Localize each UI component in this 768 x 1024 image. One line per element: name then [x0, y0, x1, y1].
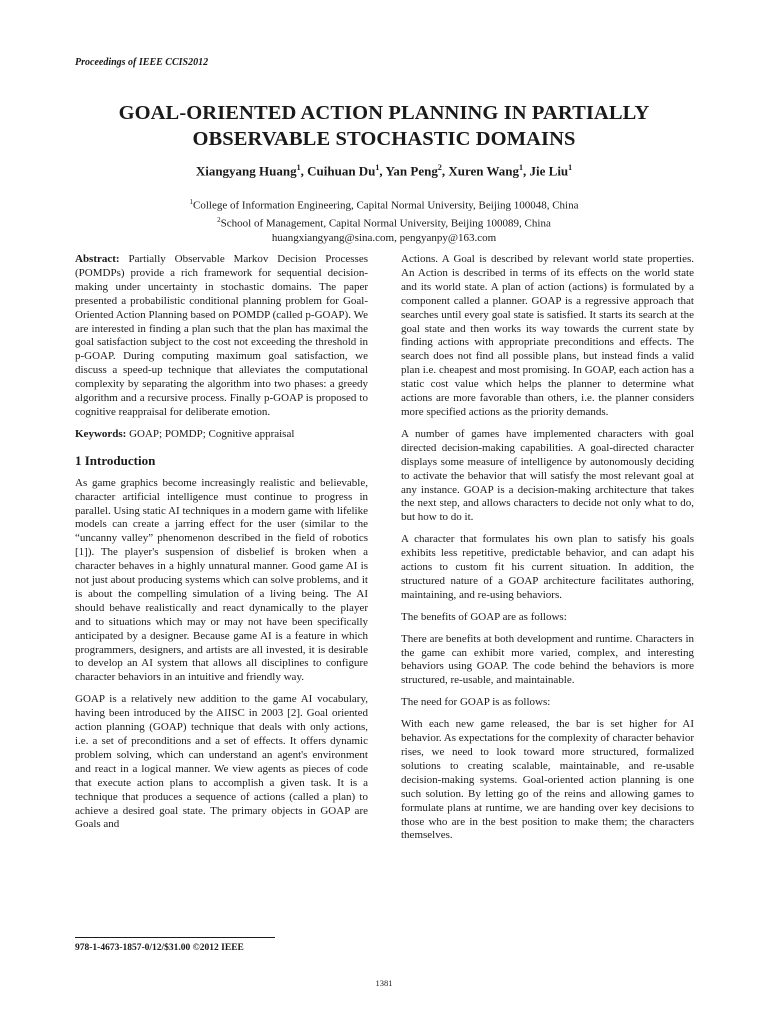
author-name: Xuren Wang: [448, 163, 520, 179]
author-name: Yan Peng: [385, 163, 438, 179]
author-name: Jie Liu: [529, 163, 569, 179]
abstract: [75, 253, 368, 420]
affiliations: [60, 195, 708, 246]
body-paragraph: The benefits of GOAP are as follows:: [401, 610, 567, 623]
author-name: Xiangyang Huang: [195, 163, 297, 179]
body-paragraph: A number of games have implemented characters with goal directed decision-making capabilities. A goal-directed character displays some measure of intelligence by autonomously deciding to activate the behavior that will satisfy the most relevant goal at any instance. GOAP is a decision-making architecture that takes the next step, and allows characters to decide not only what to do, but how to do it.: [401, 427, 694, 524]
keywords: [75, 428, 368, 442]
author-list: Xiangyang Huang$^1$, Cuihuan Du$^1$, Yan Peng$^2$, Xuren Wang$^1$, Jie Liu$^1$: [195, 163, 573, 179]
affiliation-1: [60, 195, 708, 213]
author-emails: huangxiangyang@sina.com, pengyanpy@163.com: [271, 232, 497, 245]
keywords-label: Keywords:: [75, 427, 127, 440]
page-number: 1381: [375, 978, 393, 988]
affiliation-text: College of Information Engineering, Capital Normal University, Beijing 100048, China: [193, 199, 579, 212]
affiliation-text: School of Management, Capital Normal University, Beijing 100089, China: [220, 217, 551, 230]
abstract-label: Abstract:: [75, 253, 120, 265]
author-affiliation-mark: 1: [519, 163, 524, 172]
author-affiliation-mark: 1: [568, 163, 573, 172]
affiliation-mark: 1: [189, 198, 194, 206]
author-affiliation-mark: 1: [296, 163, 301, 172]
body-paragraph: As game graphics become increasingly realistic and believable, character artificial intelligence must continue to progress in parallel. Using static AI techniques in a modern game with lifelike models can create a jarring effect for the user (similar to the “uncanny valley” phenomenon described in the field of robotics [1]). The player's suspension of disbelief is broken when a character behaves in a highly unnatural manner. Good game AI is not just about producing systems which can solve problems, and it is about the compelling simulation of a living being. The AI should behave realistically and react dynamically to the player and to situations which may or may not have been specifically anticipated by a designer. Because game AI is a feature in which programmers, designers, and artists are all invested, it is desirable to develop an AI system that allows all disciplines to configure character behaviors in an intuitive and friendly way.: [75, 476, 368, 684]
body-paragraph: A character that formulates his own plan to satisfy his goals exhibits less repetitive, predictable behavior, and can adapt his actions to custom fit his current situation. In addition, the structured nature of a GOAP architecture facilitates authoring, maintaining, and re-using behaviors.: [401, 533, 694, 601]
author-name: Cuihuan Du: [307, 163, 376, 179]
copyright-notice: 978-1-4673-1857-0/12/$31.00 ©2012 IEEE: [75, 943, 244, 953]
abstract-text: Partially Observable Markov Decision Processes (POMDPs) provide a rich framework for sequential decision-making under uncertainty in stochastic domains. The paper presented a probabilistic conditional planning problem for Goal-Oriented Action Planning based on POMDP (called p-GOAP). We are interested in finding a plan such that the plan has maximal the goal satisfaction subject to the cost not exceeding the threshold in p-GOAP. During computing maximum goal satisfaction, we discuss a speed-up technique that alleviates the computational complexity by separating the algorithm into two phases: a greedy algorithm and a recursive process. Finally p-GOAP is proposed to cognitive reappraisal for deliberate emotion.: [75, 253, 369, 418]
affiliation-mark: 2: [217, 216, 221, 225]
paper-title: [60, 100, 708, 152]
body-paragraph: GOAP is a relatively new addition to the game AI vocabulary, having been introduced by the AIISC in 2003 [2]. Goal oriented action planning (GOAP) technique that deals with only actions, i.e. a set of preconditions and a set of effects. It offers dynamic problem solving, which can understand an agent's environment and react in a logical manner. We view agents as pieces of code that execute action plans to accomplish a given task. It is a technique that produces a sequence of actions (called a plan) to achieve a desired goal state. The primary objects in GOAP are Goals and: [75, 693, 368, 831]
author-affiliation-mark: 2: [437, 163, 442, 172]
footnote-divider: [75, 937, 275, 938]
running-header: Proceedings of IEEE CCIS2012: [75, 57, 209, 68]
body-paragraph: Actions. A Goal is described by relevant world state properties. An Action is described in terms of its effects on the world state and its world state. A plan of action (actions) is formulated by a component called a planner. GOAP is a regressive approach that searches until every goal state is satisfied. It starts its search at the goal state and then works its way towards the current state by finding actions with appropriate preconditions and effects. The search does not find all possible plans, but instead finds a valid plan i.e. cheapest and most promising. In GOAP, each action has a static cost value which helps the planner to determine what actions are more favorable than others, i.e. the planner considers more specified actions as the priority demands.: [401, 253, 694, 418]
body-paragraph: The need for GOAP is as follows:: [401, 696, 551, 709]
affiliation-2: [60, 213, 708, 231]
section-heading: 1 Introduction: [75, 452, 156, 468]
body-paragraph: With each new game released, the bar is set higher for AI behavior. As expectations for the complexity of character behavior rises, we need to look toward more structured, formalized solutions to creating scalable, maintainable, and re-usable decision-making systems. Goal-oriented action planning is one such solution. By letting go of the reins and allowing games to formulate plans at runtime, we are handing over key decisions to those who are in the best position to make them; the characters themselves.: [401, 718, 694, 842]
right-column: [401, 253, 694, 851]
paper-title-line-1: GOAL-ORIENTED ACTION PLANNING IN PARTIALLY: [118, 102, 650, 124]
author-affiliation-mark: 1: [375, 163, 380, 172]
paper-title-line-2: OBSERVABLE STOCHASTIC DOMAINS: [192, 128, 576, 150]
keywords-text: GOAP; POMDP; Cognitive appraisal: [129, 427, 295, 440]
body-paragraph: There are benefits at both development and runtime. Characters in the game can exhibit more varied, complex, and interesting behaviors using GOAP. The code behind the behaviors is more structured, re-usable, and maintainable.: [401, 632, 694, 687]
left-column: [75, 253, 368, 840]
